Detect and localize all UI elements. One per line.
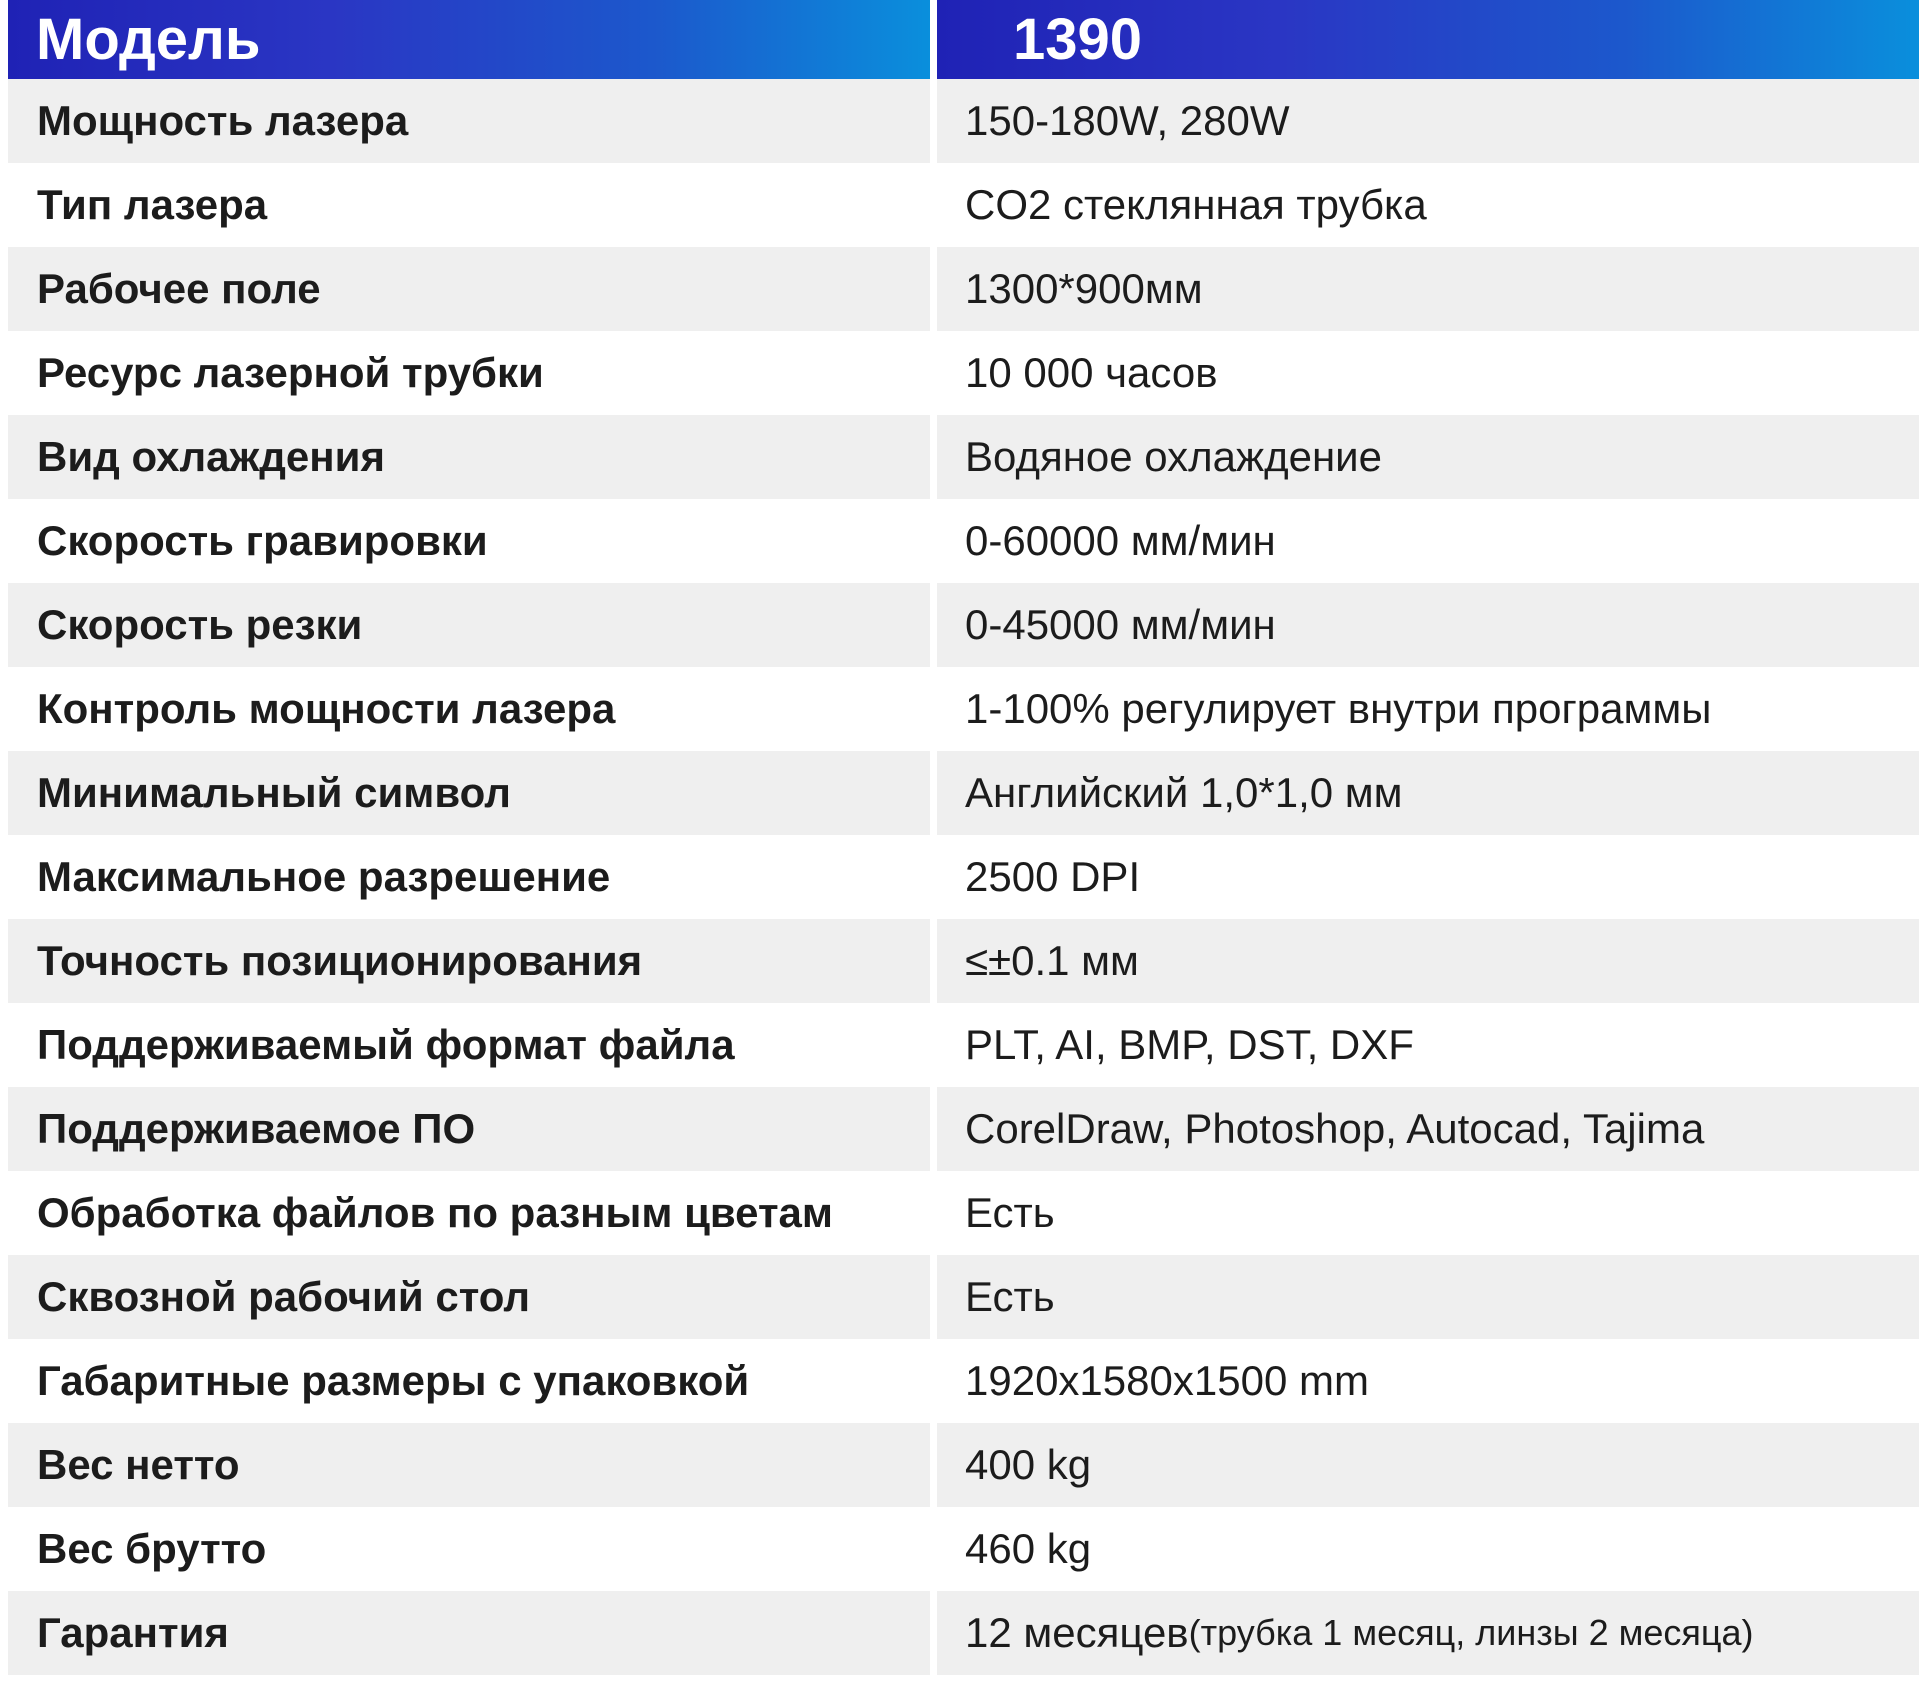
value-text: Английский 1,0*1,0 мм xyxy=(965,769,1403,816)
value-text: 1-100% регулирует внутри программы xyxy=(965,685,1712,732)
value-text: 150-180W, 280W xyxy=(965,97,1290,144)
row-label-max-resolution: Максимальное разрешение xyxy=(8,835,930,919)
row-label-min-symbol: Минимальный символ xyxy=(8,751,930,835)
row-label-laser-power: Мощность лазера xyxy=(8,79,930,163)
value-text: Есть xyxy=(965,1273,1055,1320)
row-label-color-processing: Обработка файлов по разным цветам xyxy=(8,1171,930,1255)
row-label-positioning-accuracy: Точность позиционирования xyxy=(8,919,930,1003)
value-text: 1920x1580x1500 mm xyxy=(965,1357,1369,1404)
value-text: ≤±0.1 мм xyxy=(965,937,1139,984)
row-label-laser-type: Тип лазера xyxy=(8,163,930,247)
row-label-package-dimensions: Габаритные размеры с упаковкой xyxy=(8,1339,930,1423)
row-value-work-area xyxy=(937,247,1919,331)
value-text: 12 месяцев xyxy=(965,1609,1189,1656)
row-label-engraving-speed: Скорость гравировки xyxy=(8,499,930,583)
row-value-file-formats xyxy=(937,1003,1919,1087)
row-label-gross-weight: Вес брутто xyxy=(8,1507,930,1591)
value-text: 10 000 часов xyxy=(965,349,1218,396)
warranty-note: (трубка 1 месяц, линзы 2 месяца) xyxy=(1188,1612,1754,1653)
value-text: 1300*900мм xyxy=(965,265,1203,312)
row-value-laser-power xyxy=(937,79,1919,163)
row-label-tube-lifetime: Ресурс лазерной трубки xyxy=(8,331,930,415)
header-model-value: 1390 xyxy=(937,0,1919,79)
row-value-warranty xyxy=(937,1591,1919,1675)
row-label-warranty: Гарантия xyxy=(8,1591,930,1675)
row-value-max-resolution xyxy=(937,835,1919,919)
row-value-gross-weight xyxy=(937,1507,1919,1591)
row-value-min-symbol xyxy=(937,751,1919,835)
value-text: CO2 стеклянная трубка xyxy=(965,181,1427,228)
row-label-work-area: Рабочее поле xyxy=(8,247,930,331)
row-value-laser-type xyxy=(937,163,1919,247)
row-value-pass-through-table xyxy=(937,1255,1919,1339)
row-value-positioning-accuracy xyxy=(937,919,1919,1003)
row-label-cooling: Вид охлаждения xyxy=(8,415,930,499)
row-label-cutting-speed: Скорость резки xyxy=(8,583,930,667)
row-label-power-control: Контроль мощности лазера xyxy=(8,667,930,751)
row-label-file-formats: Поддерживаемый формат файла xyxy=(8,1003,930,1087)
row-label-pass-through-table: Сквозной рабочий стол xyxy=(8,1255,930,1339)
value-text: 460 kg xyxy=(965,1525,1092,1572)
row-value-package-dimensions xyxy=(937,1339,1919,1423)
row-label-software: Поддерживаемое ПО xyxy=(8,1087,930,1171)
row-value-engraving-speed xyxy=(937,499,1919,583)
row-value-power-control xyxy=(937,667,1919,751)
header-model-label: Модель xyxy=(8,0,930,79)
row-value-net-weight xyxy=(937,1423,1919,1507)
value-text: 400 kg xyxy=(965,1441,1092,1488)
value-text: 0-45000 мм/мин xyxy=(965,601,1276,648)
value-text: CorelDraw, Photoshop, Autocad, Tajima xyxy=(965,1105,1705,1152)
row-value-cutting-speed xyxy=(937,583,1919,667)
row-value-tube-lifetime xyxy=(937,331,1919,415)
value-text: 0-60000 мм/мин xyxy=(965,517,1276,564)
row-value-cooling xyxy=(937,415,1919,499)
value-text: Есть xyxy=(965,1189,1055,1236)
row-value-color-processing xyxy=(937,1171,1919,1255)
row-label-net-weight: Вес нетто xyxy=(8,1423,930,1507)
value-text: PLT, AI, BMP, DST, DXF xyxy=(965,1021,1414,1068)
spec-table xyxy=(8,0,1912,1675)
value-text: 2500 DPI xyxy=(965,853,1141,900)
value-text: Водяное охлаждение xyxy=(965,433,1383,480)
row-value-software xyxy=(937,1087,1919,1171)
